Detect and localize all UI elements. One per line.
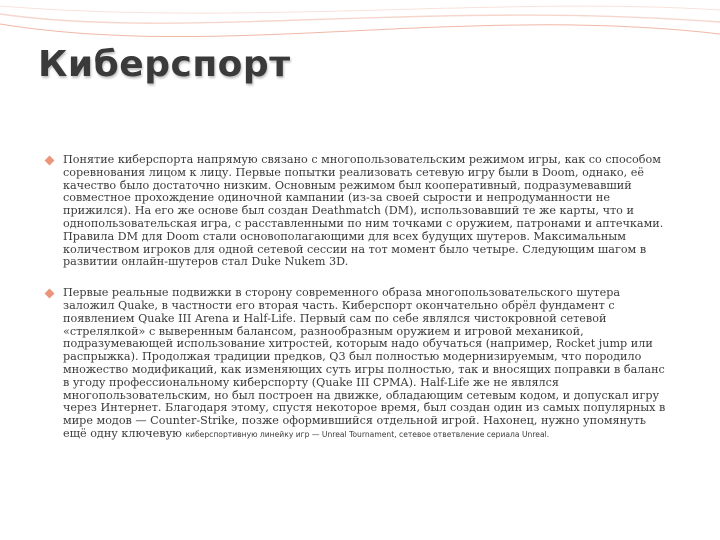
content-body: [42, 154, 672, 441]
bullet-diamond-icon: [45, 289, 55, 299]
bullet-small-text: киберспортивную линейку игр — Unreal Tournament, сетевое ответвление сериала Unreal.: [185, 429, 550, 439]
page-title: Киберспорт: [38, 44, 291, 85]
bullet-item: [42, 287, 672, 441]
bullet-item: [42, 154, 672, 269]
decorative-curve-2: [0, 24, 720, 37]
bullet-text: Понятие киберспорта напрямую связано с многопользовательским режимом игры, как со способом соревнования лицом к лицу. Первые попытки реализовать сетевую игру были в Doom, однако, её качество было достаточно низким. Основным режимом был кооперативный, подразумевавший совместное прохождение одиночной кампании (из-за своей сырости и непродуманности не прижился). На его же основе был создан Deathmatch (DM), использовавший те же карты, что и однопользовательская игра, с расставленными по ним точками с оружием, патронами и аптечками. Правила DM для Doom стали основополагающими для всех будущих шутеров. Максимальным количеством игроков для одной сетевой сессии на тот момент было четыре. Следующим шагом в развитии онлайн-шутеров стал Duke Nukem 3D.: [63, 153, 664, 269]
bullet-text: Первые реальные подвижки в сторону современного образа многопользовательского шутера заложил Quake, в частности его вторая часть. Киберспорт окончательно обрёл фундамент с появлением Quake III Arena и Half-Life. Первый сам по себе являлся чистокровной сетевой «стрелялкой» с выверенным балансом, разнообразным оружием и игровой механикой, подразумевающей использование хитростей, которым надо обучаться (например, Rocket jump или распрыжка). Продолжая традиции предков, Q3 был полностью модернизируемым, что породило множество модификаций, как изменяющих суть игры полностью, так и вносящих поправки в баланс в угоду профессиональному киберспорту (Quake III CPMA). Half-Life же не являлся многопользовательским, но был построен на движке, обладающим сетевым кодом, и допускал игру через Интернет. Благодаря этому, спустя некоторое время, был создан один из самых популярных в мире модов — Counter-Strike, позже оформившийся отдельной игрой. Нахонец, нужно упомянуть ещё одну ключевую: [63, 286, 666, 440]
decorative-curve-3: [0, 6, 720, 13]
decorative-curve-1: [0, 14, 720, 23]
bullet-diamond-icon: [45, 156, 55, 166]
